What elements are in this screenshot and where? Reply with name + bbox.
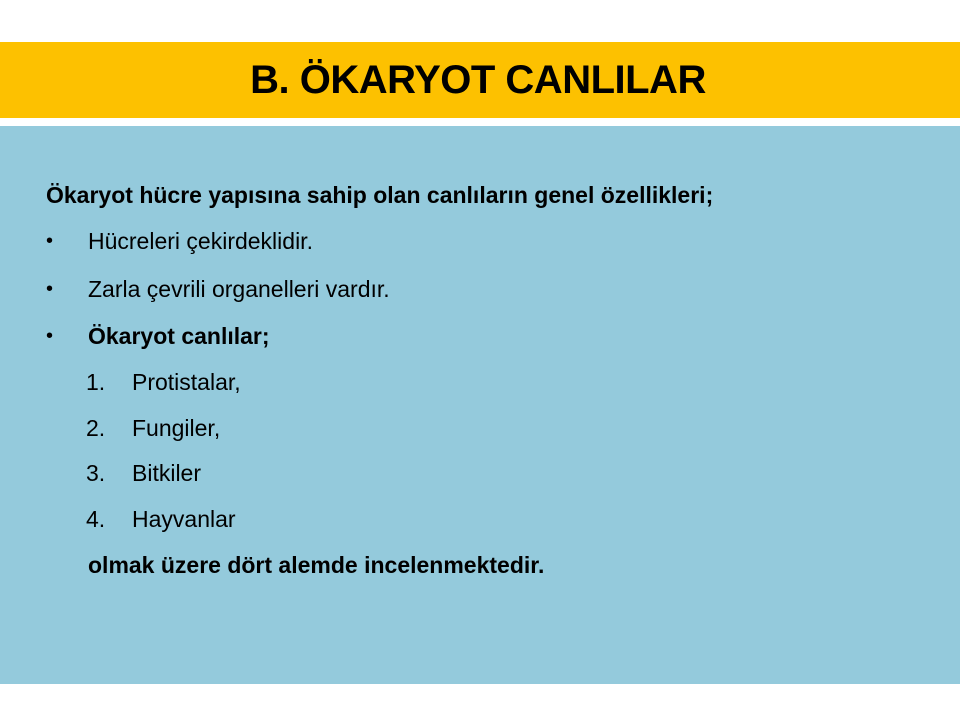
closing-text: olmak üzere dört alemde incelenmektedir. xyxy=(88,552,545,578)
list-number: 3. xyxy=(86,460,106,486)
bullet-item: Hücreleri çekirdeklidir. xyxy=(88,228,313,254)
list-item: Fungiler, xyxy=(132,415,221,441)
bullet-marker: • xyxy=(46,278,54,300)
slide-title: B. ÖKARYOT CANLILAR xyxy=(250,57,706,102)
bullet-marker: • xyxy=(46,325,54,347)
bullet-item: Ökaryot canlılar; xyxy=(88,323,270,349)
list-item: Hayvanlar xyxy=(132,506,236,532)
intro-text: Ökaryot hücre yapısına sahip olan canlıların genel özellikleri; xyxy=(46,182,714,208)
list-item: Bitkiler xyxy=(132,460,202,486)
list-number: 1. xyxy=(86,369,106,395)
list-number: 4. xyxy=(86,506,106,532)
bullet-item: Zarla çevrili organelleri vardır. xyxy=(88,276,390,302)
list-number: 2. xyxy=(86,415,106,441)
list-item: Protistalar, xyxy=(132,369,241,395)
bullet-marker: • xyxy=(46,230,54,252)
title-band xyxy=(0,42,960,118)
